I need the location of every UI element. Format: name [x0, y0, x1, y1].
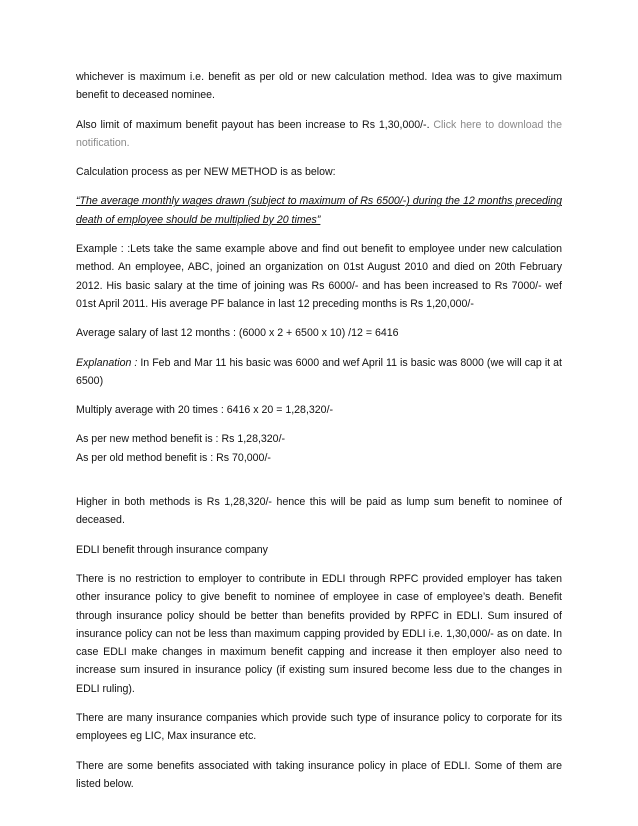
paragraph-calculation-heading: Calculation process as per NEW METHOD is as below: [76, 166, 336, 179]
paragraph-average-salary: Average salary of last 12 months : (6000 x 2 + 6500 x 10) /12 = 6416 [76, 327, 399, 340]
download-notification-link[interactable]: Click here to download the notification. [76, 118, 562, 149]
document-page [76, 68, 562, 804]
explanation-label: Explanation : [76, 356, 138, 369]
paragraph-example: Example : :Lets take the same example above and find out benefit to employee under new calculation method. An employee, ABC, joined an organization on 01st August 2010 and died on 20th February 2012. His basic salary at the time of joining was Rs 6000/- and has been increased to Rs 7000/- wef 01st April 2011. His average PF balance in last 12 preceding months is Rs 1,20,000/- [76, 243, 562, 310]
paragraph-benefit-limit [76, 116, 562, 153]
paragraph-intro-continuation: whichever is maximum i.e. benefit as per old or new calculation method. Idea was to give maximum benefit to deceased nominee. [76, 71, 562, 102]
paragraph-higher-benefit: Higher in both methods is Rs 1,28,320/- hence this will be paid as lump sum benefit to nominee of deceased. [76, 496, 562, 527]
explanation-text: In Feb and Mar 11 his basic was 6000 and wef April 11 is basic was 8000 (we will cap it at 6500) [76, 356, 562, 387]
paragraph-new-method-benefit: As per new method benefit is : Rs 1,28,320/- [76, 433, 286, 446]
spacer [76, 478, 562, 493]
paragraph-benefits-intro: There are some benefits associated with taking insurance policy in place of EDLI. Some of them are listed below. [76, 759, 562, 790]
paragraph-insurance-details: There is no restriction to employer to contribute in EDLI through RPFC provided employer has taken other insurance policy to give benefit to nominee of employee in case of employee’s death. Benefit through insurance policy should be better than benefits provided by RPFC in EDLI. Sum insured of insurance policy can not be less than maximum capping provided by EDLI i.e. 1,30,000/- as on date. In case EDLI make changes in maximum benefit capping and increase it then employer also need to increase sum insured in insurance policy (if existing sum insured become less due to the changes in EDLI ruling). [76, 572, 562, 695]
paragraph-insurance-companies: There are many insurance companies which provide such type of insurance policy to corporate for its employees eg LIC, Max insurance etc. [76, 712, 562, 743]
benefit-limit-text: Also limit of maximum benefit payout has been increase to Rs 1,30,000/-. [76, 118, 434, 131]
paragraph-multiply: Multiply average with 20 times : 6416 x 20 = 1,28,320/- [76, 404, 334, 417]
paragraph-section-heading: EDLI benefit through insurance company [76, 543, 268, 556]
paragraph-formula-quote: “The average monthly wages drawn (subject to maximum of Rs 6500/-) during the 12 months preceding death of employee should be multiplied by 20 times” [76, 195, 562, 226]
paragraph-explanation [76, 354, 562, 391]
paragraph-old-method-benefit: As per old method benefit is : Rs 70,000/- [76, 451, 271, 464]
